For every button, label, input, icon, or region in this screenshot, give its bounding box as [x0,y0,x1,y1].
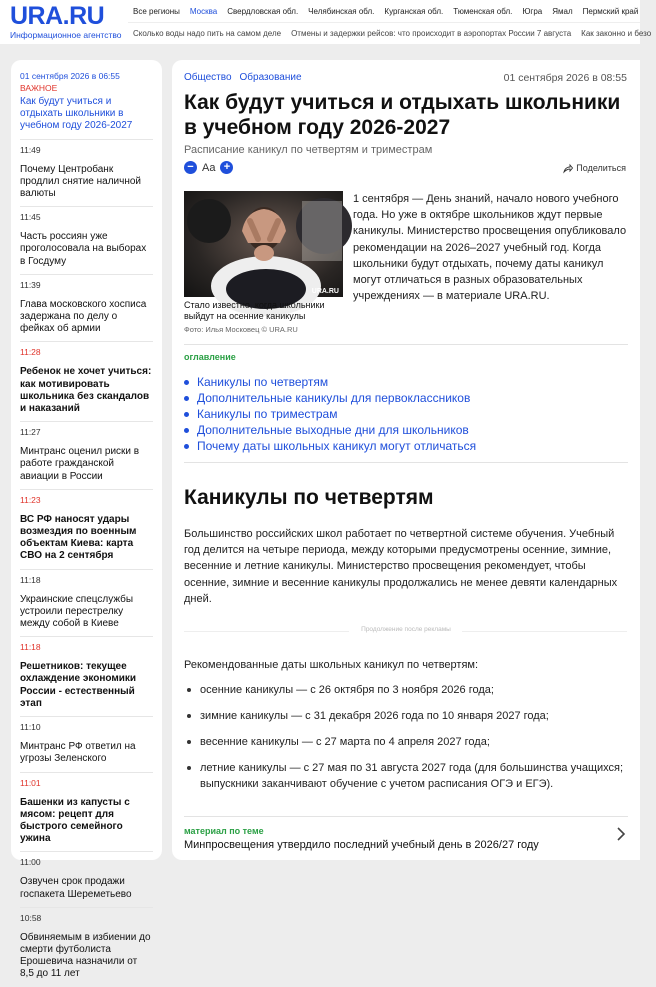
feed-item[interactable] [20,342,153,422]
toc-item-label: Дополнительные каникулы для первоклассников [197,391,471,405]
tag-society[interactable]: Общество [184,72,232,83]
bullet-icon [184,412,189,417]
region-nav [128,0,643,22]
list-item: зимние каникулы — с 31 декабря 2026 года по 10 января 2027 года; [184,708,629,724]
bullet-icon [184,396,189,401]
font-decrease-button[interactable]: − [184,161,197,174]
article-tags [184,72,302,83]
feed-time: 11:39 [20,279,41,290]
feed-time: 11:18 [20,574,41,585]
feed-time: 10:58 [20,912,42,923]
feed-time: 11:00 [20,857,41,868]
divider [184,816,628,817]
divider [462,631,627,632]
logo-tagline: Информационное агентство [10,30,122,40]
divider [184,344,628,345]
feed-item[interactable] [20,637,153,717]
trending-link[interactable]: Как законно и безо [581,29,652,38]
article-date: 01 сентября 2026 в 08:55 [503,72,627,84]
feed-item[interactable] [20,140,153,208]
site-header [0,0,652,44]
region-moscow[interactable]: Москва [189,6,218,16]
section-title: Каникулы по четвертям [184,486,434,509]
feed-item[interactable] [20,66,153,140]
toc-item-label: Дополнительные выходные дни для школьников [197,423,469,437]
feed-time: 11:18 [20,642,41,653]
font-increase-button[interactable]: + [220,161,233,174]
list-item: весенние каникулы — с 27 марта по 4 апреля 2027 года; [184,734,629,750]
article-subtitle: Расписание каникул по четвертям и триместрам [184,144,433,156]
region-tyumen[interactable]: Тюменская обл. [453,6,513,16]
feed-item[interactable] [20,570,153,638]
trending-link[interactable]: Сколько воды надо пить на самом деле [133,29,282,38]
article-lead: 1 сентября — День знаний, начало нового учебного года. Но уже в октябре школьников ждут первые каникулы. Министерство просвещения опубликовало рекомендации на 2026–2027 учебный год. Когда школьники будут отдыхать, почему даты каникул могут отличаться в разных образовательных учреждениях — в материале URA.RU. [353,193,627,303]
holiday-dates-list [184,682,629,802]
feed-time: 11:49 [20,144,41,155]
photo-caption: Стало известно, когда школьники выйдут на осенние каникулы [184,300,325,321]
toc-item[interactable] [184,390,476,406]
feed-item[interactable] [20,908,153,987]
feed-title: Почему Центробанк продлил снятие наличной валюты [20,163,142,200]
logo-text: URA.RU [10,2,105,30]
bullet-icon [184,444,189,449]
ad-notice: Продолжение после рекламы [361,626,451,633]
list-item: осенние каникулы — с 26 октября по 3 ноября 2026 года; [184,682,629,698]
feed-time: 11:45 [20,212,41,223]
region-yamal[interactable]: Ямал [552,6,573,16]
article-title: Как будут учиться и отдыхать школьники в учебном году 2026-2027 [184,91,621,139]
feed-title: Башенки из капусты с мясом: рецепт для быстрого семейного ужина [20,796,130,845]
table-of-contents [184,374,476,454]
feed-item[interactable] [20,490,153,570]
region-chelyabinsk[interactable]: Челябинская обл. [308,6,375,16]
feed-title: ВС РФ наносят удары возмездия по военным объектам Киева: карта СВО на 2 сентября [20,513,137,562]
feed-item[interactable] [20,717,153,772]
toc-item[interactable] [184,438,476,454]
region-kurgan[interactable]: Курганская обл. [384,6,444,16]
feed-title: Минтранс оценил риски в работе гражданской авиации в России [20,446,140,482]
toc-item-label: Каникулы по четвертям [197,375,329,389]
trending-link[interactable]: Отмены и задержки рейсов: что происходит в аэропортах России 7 августа [291,29,572,38]
photo-image [184,191,343,297]
toc-item[interactable] [184,406,476,422]
region-sverdlovsk[interactable]: Свердловская обл. [227,6,299,16]
feed-time: 11:23 [20,494,41,505]
bullet-icon [184,380,189,385]
region-yugra[interactable]: Югра [522,6,543,16]
article [172,60,640,860]
feed-item[interactable] [20,773,153,853]
feed-title: Минтранс РФ ответил на угрозы Зеленского [20,741,136,765]
feed-item[interactable] [20,422,153,490]
feed-title: Часть россиян уже проголосовала на выборах в Госдуму [20,231,147,267]
toc-item-label: Каникулы по триместрам [197,407,338,421]
share-label: Поделиться [576,163,626,173]
news-feed [11,60,162,980]
trending-strip [128,22,652,44]
related-label: материал по теме [184,826,264,836]
region-perm[interactable]: Пермский край [582,6,639,16]
feed-item[interactable] [20,207,153,275]
important-badge: ВАЖНОЕ [20,83,58,93]
feed-time: 11:28 [20,347,41,358]
bullet-icon [184,428,189,433]
font-size-tools [184,161,233,174]
feed-time: 11:27 [20,427,41,438]
font-size-label: Aa [202,161,216,174]
toc-item[interactable] [184,374,476,390]
toc-item-label: Почему даты школьных каникул могут отличаться [197,439,477,453]
feed-title: Обвиняемым в избиении до смерти футболиста Ерошевича назначили от 8,5 до 11 лет [20,931,151,980]
tag-education[interactable]: Образование [239,72,302,83]
dates-intro: Рекомендованные даты школьных каникул по четвертям: [184,659,479,671]
share-icon [563,164,573,173]
feed-title: Решетников: текущее охлаждение экономики России - естественный этап [20,661,137,709]
site-logo[interactable] [10,2,122,40]
toc-item[interactable] [184,422,476,438]
feed-title: Глава московского хосписа задержана по делу о фейках об армии [20,298,147,335]
feed-item[interactable] [20,852,153,907]
related-article-link[interactable]: Минпросвещения утвердило последний учебный день в 2026/27 году [184,839,539,851]
photo-credit: Фото: Илья Московец © URA.RU [184,325,298,334]
feed-title: Как будут учиться и отдыхать школьники в учебном году 2026-2027 [20,96,133,132]
feed-time: 11:01 [20,777,41,788]
feed-title: Ребенок не хочет учиться: как мотивировать школьника без скандалов и наказаний [20,366,152,415]
divider [184,462,628,463]
feed-title: Украинские спецслужбы устроили перестрелку между собой в Киеве [20,593,134,630]
region-all[interactable]: Все регионы [133,6,180,16]
list-item: летние каникулы — с 27 мая по 31 августа 2027 года (для большинства учащихся; выпускники заканчивают обучение с учетом расписания ОГЭ и ЕГЭ). [184,760,629,792]
photo-watermark: URA.RU [311,288,339,295]
chevron-right-icon[interactable] [616,827,626,841]
section-text: Большинство российских школ работает по четвертной системе обучения. Учебный год делится на четыре периода, между которыми предусмотрены осенние, зимние, весенние и летние каникулы. Министерство просвещения рекомендует, чтобы осенние, зимние и весенние каникулы продолжались не менее девяти календарных дней. [184,528,618,605]
share-button[interactable] [563,163,626,173]
feed-title: Озвучен срок продажи госпакета Шереметьево [20,876,132,900]
toc-label: оглавление [184,352,236,362]
feed-time: 01 сентября 2026 в 06:55 [20,71,120,81]
article-photo[interactable] [184,191,343,297]
feed-time: 11:10 [20,722,41,733]
feed-item[interactable] [20,275,153,343]
